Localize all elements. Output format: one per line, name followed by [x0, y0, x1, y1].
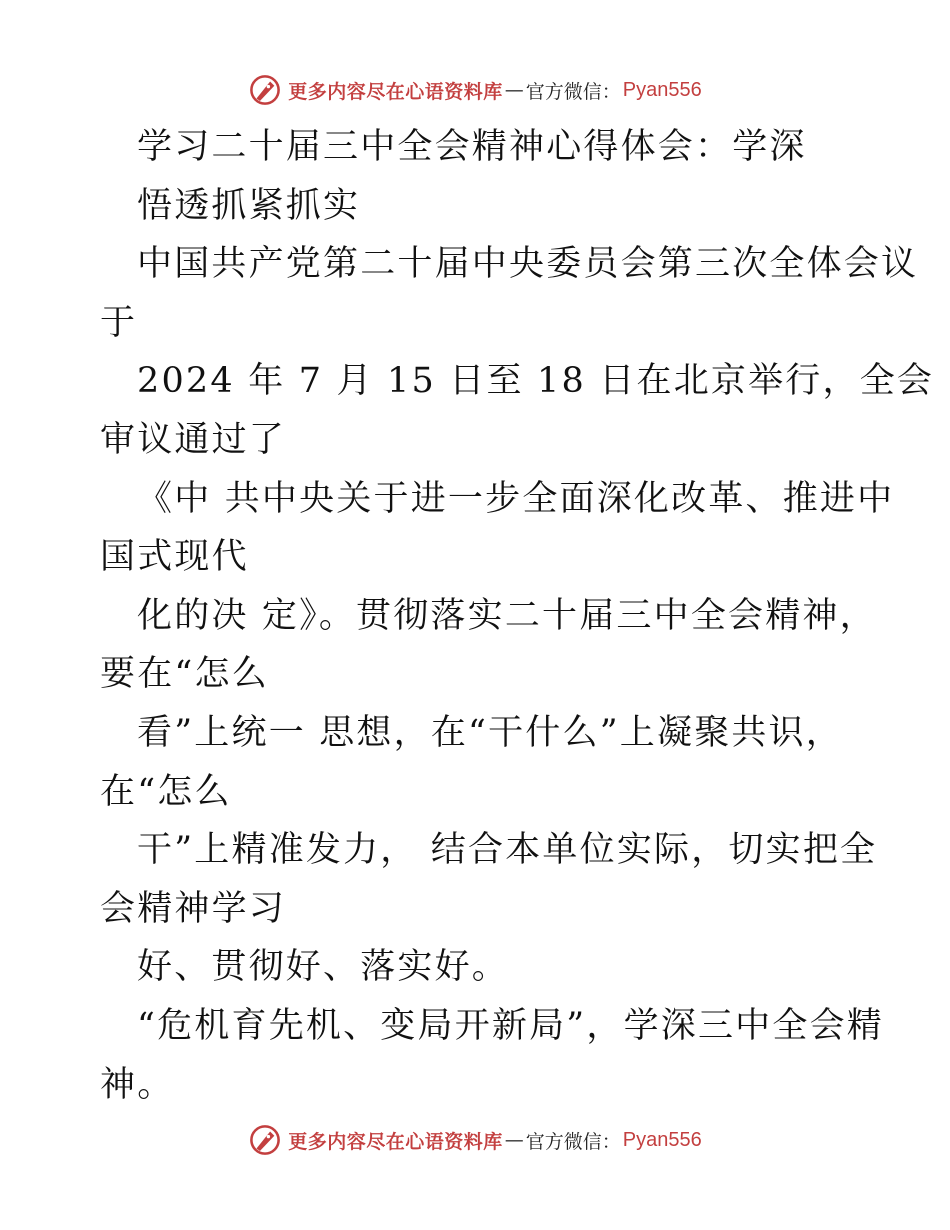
paragraph: 化的决 定》。贯彻落实二十届三中全会精神， 要在“怎么 — [100, 595, 877, 695]
footer-watermark — [0, 1120, 950, 1160]
pen-nib-logo-icon — [248, 1123, 282, 1157]
document-body — [100, 118, 935, 1114]
watermark-label: 官方微信： — [525, 1130, 621, 1153]
paragraph: 干”上精准发力， 结合本单位实际，切实把全 会精神学习 — [100, 830, 878, 929]
paragraph: 好、贯彻好、落实好。 — [137, 947, 510, 988]
watermark-text: 更多内容尽在心语资料库 — [288, 80, 503, 103]
header-watermark — [0, 70, 950, 110]
pen-nib-logo-icon — [248, 73, 282, 107]
watermark-separator: — — [504, 1129, 524, 1151]
watermark-text: 更多内容尽在心语资料库 — [288, 1130, 503, 1153]
paragraph: 中国共产党第二十届中央委员会第三次全体会议 于 — [100, 244, 919, 343]
watermark-id: Pyan556 — [622, 78, 702, 101]
watermark-label: 官方微信： — [525, 80, 621, 103]
document-title-line-1: 学习二十届三中全会精神心得体会：学深 — [137, 127, 807, 167]
paragraph: “危机育先机、变局开新局”，学深三中全会精 神。 — [100, 1005, 884, 1105]
watermark-separator: — — [504, 79, 524, 101]
paragraph: 2024 年 7 月 15 日至 18 日在北京举行，全会 审议通过了 — [100, 361, 935, 460]
paragraph: 看”上统一 思想，在“干什么”上凝聚共识， 在“怎么 — [100, 712, 844, 812]
paragraph: 《中 共中央关于进一步全面深化改革、推进中 国式现代 — [100, 478, 895, 578]
watermark-id: Pyan556 — [622, 1128, 702, 1151]
document-title-line-2: 悟透抓紧抓实 — [137, 185, 361, 226]
